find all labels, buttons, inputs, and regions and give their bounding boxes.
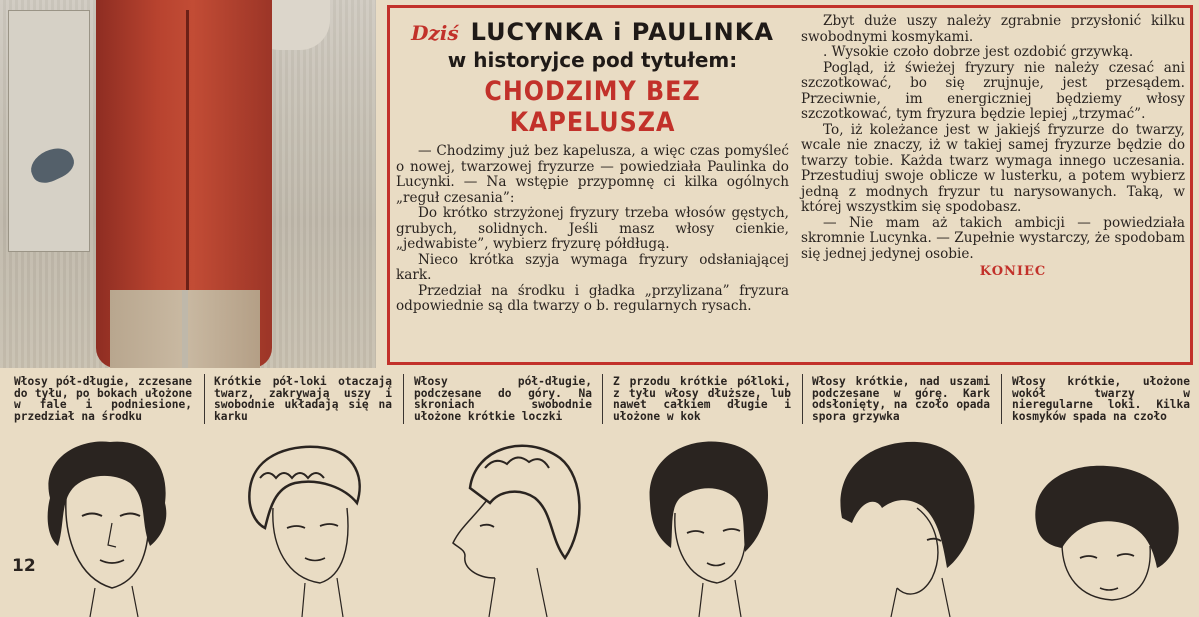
wall-poster xyxy=(8,10,90,252)
hairstyle-sketch-4 xyxy=(625,428,795,617)
hairstyle-sketch-6 xyxy=(1022,428,1192,617)
paragraph: Nieco krótka szyja wymaga fryzury odsłaniającej kark. xyxy=(396,251,789,283)
paragraph: . Wysokie czoło dobrze jest ozdobić grzywką. xyxy=(823,44,1134,60)
caption-5: Włosy krótkie, nad uszami podczesane w górę. Kark odsłonięty, na czoło opada spora grzywka xyxy=(812,375,990,423)
article-title: CHODZIMY BEZ KAPELUSZA xyxy=(484,76,701,138)
headline-row xyxy=(396,18,789,46)
caption-divider xyxy=(403,374,404,424)
paragraph: Zbyt duże uszy należy zgrabnie przysłonić kilku swobodnymi kosmykami. xyxy=(801,13,1185,45)
hairstyle-sketch-1 xyxy=(20,428,190,617)
paragraph: Pogląd, iż świeżej fryzury nie należy czesać ani szczotkować, bo się zrujnuje, jest przesądem. Przeciwnie, im energiczniej będziemy włosy szczotkować, tym fryzura będzie lepiej „trzymać”. xyxy=(801,59,1185,122)
headline-names: LUCYNKA i PAULINKA xyxy=(470,18,774,46)
article-column-left xyxy=(396,14,789,315)
hairstyle-sketch-5 xyxy=(822,428,992,617)
hairstyle-sketch-2 xyxy=(225,428,395,617)
fashion-photo xyxy=(0,0,376,368)
page-number: 12 xyxy=(12,556,36,576)
caption-divider xyxy=(204,374,205,424)
caption-2: Krótkie pół-loki otaczają twarz, zakrywają uszy i swobodnie układają się na karku xyxy=(214,375,392,423)
hairstyle-sketches xyxy=(0,428,1199,617)
hairstyle-sketch-3 xyxy=(425,428,595,617)
paragraph: Do krótko strzyżonej fryzury trzeba włosów gęstych, grubych, solidnych. Jeśli masz włosy cienkie, „jedwabiste”, wybierz fryzurę półdługą. xyxy=(396,205,789,252)
caption-6: Włosy krótkie, ułożone wokół twarzy w nieregularne loki. Kilka kosmyków spada na czoło xyxy=(1012,375,1190,423)
caption-4: Z przodu krótkie półloki, z tyłu włosy dłuższe, lub nawet całkiem długie i ułożone w kok xyxy=(613,375,791,423)
caption-3: Włosy pół-długie, podczesane do góry. Na skroniach swobodnie ułożone krótkie loczki xyxy=(414,375,592,423)
end-marker: KONIEC xyxy=(979,264,1047,279)
headline-dzis: Dziś xyxy=(411,21,459,45)
article-column-right xyxy=(801,14,1185,279)
hairstyle-captions xyxy=(0,376,1199,422)
headline-subtitle: w historyjce pod tytułem: xyxy=(447,48,738,72)
caption-divider xyxy=(602,374,603,424)
paragraph: — Nie mam aż takich ambicji — powiedziała skromnie Lucynka. — Zupełnie wystarczy, że spodobam się jednej jedynej osobie. xyxy=(801,214,1185,262)
legs xyxy=(110,290,260,368)
caption-divider xyxy=(1001,374,1002,424)
paragraph: — Chodzimy już bez kapelusza, a więc czas pomyśleć o nowej, twarzowej fryzurze — powiedziała Paulinka do Lucynki. — Na wstępie przypomnę ci kilka ogólnych „reguł czesania”: xyxy=(396,143,789,206)
paragraph: Przedział na środku i gładka „przylizana” fryzura odpowiednie są dla twarzy o b. regularnych rysach. xyxy=(396,282,789,314)
caption-1: Włosy pół-długie, zczesane do tyłu, po bokach ułożone w fale i podniesione, przedział na środku xyxy=(14,375,192,423)
caption-divider xyxy=(802,374,803,424)
paragraph: To, iż koleżance jest w jakiejś fryzurze do twarzy, wcale nie znaczy, iż w takiej samej fryzurze będzie do twarzy tobie. Każda twarz wymaga innego uczesania. Przestudiuj swoje oblicze w lusterku, a potem wybierz jedną z modnych fryzur tu narysowanych. Taką, w której wszystkim się spodobasz. xyxy=(801,121,1185,215)
